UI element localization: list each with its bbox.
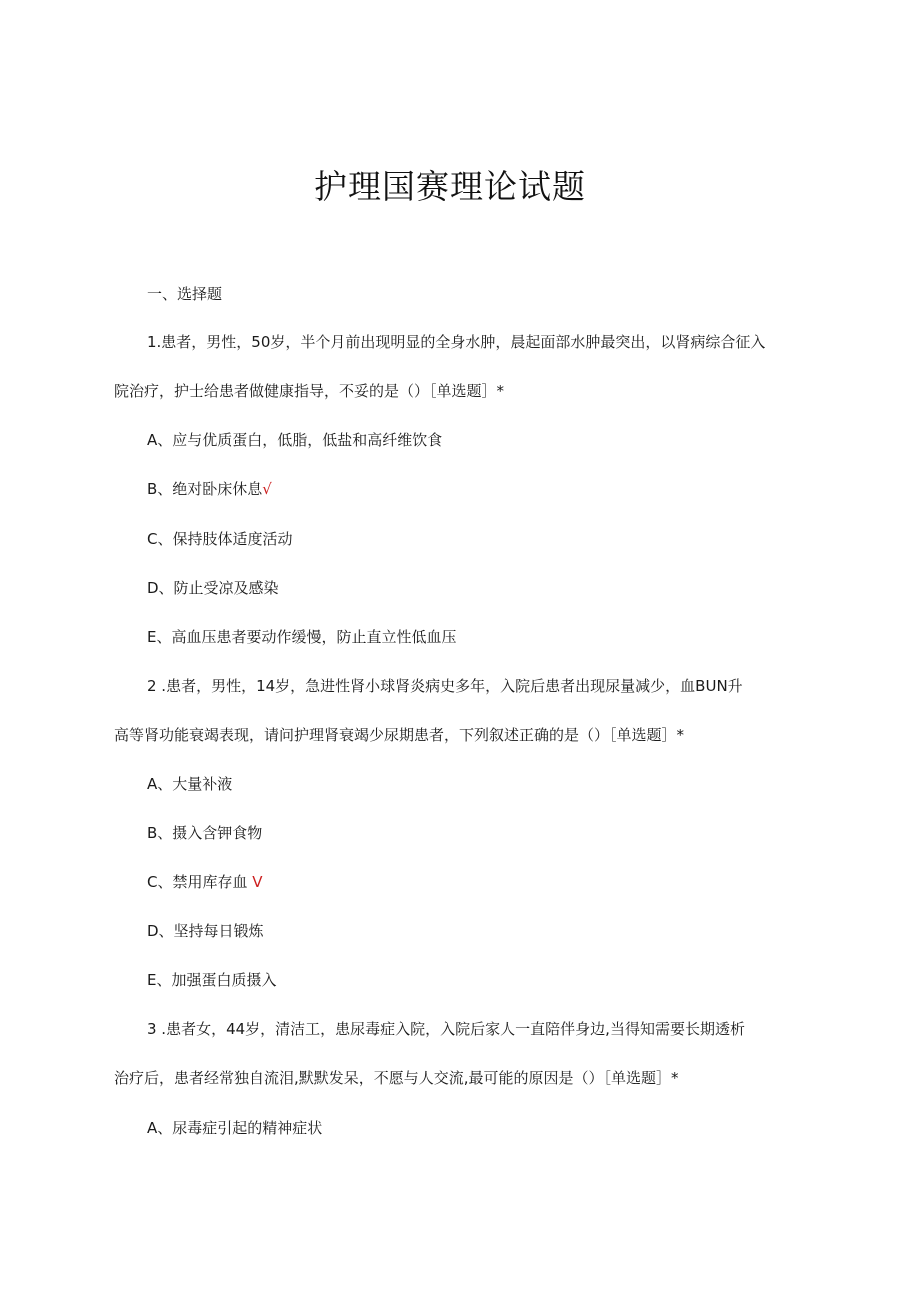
answer-check-mark: V — [252, 873, 263, 891]
document-title: 护理国赛理论试题 — [314, 167, 586, 206]
question-2-option-a — [147, 773, 232, 795]
question-2-option-e — [147, 969, 276, 991]
question-1-stem-line-1: 1.患者，男性，50岁，半个月前出现明显的全身水肿，晨起面部水肿最突出，以肾病综合征入 — [147, 333, 766, 351]
question-1-option-d — [147, 577, 279, 599]
option-text: E、高血压患者要动作缓慢，防止直立性低血压 — [147, 628, 457, 646]
question-3-stem-line-1: 3 .患者女，44岁，清洁工，患尿毒症入院，入院后家人一直陪伴身边,当得知需要长期透析 — [147, 1020, 745, 1038]
question-2-option-c — [147, 871, 263, 893]
option-text: B、摄入含钾食物 — [147, 824, 263, 842]
question-1-option-c — [147, 528, 292, 550]
question-1-option-e — [147, 626, 456, 648]
question-3-stem-line-2: 治疗后，患者经常独自流泪,默默发呆，不愿与人交流,最可能的原因是（）［单选题］* — [114, 1069, 679, 1087]
question-1-stem-line-2: 院治疗，护士给患者做健康指导，不妥的是（）［单选题］* — [114, 382, 505, 400]
option-text: B、绝对卧床休息 — [147, 480, 263, 498]
question-2-option-d — [147, 920, 264, 942]
option-text: A、应与优质蛋白，低脂，低盐和高纤维饮食 — [147, 431, 443, 449]
option-text: A、大量补液 — [147, 775, 233, 793]
question-2-stem-line-1: 2 .患者，男性，14岁，急进性肾小球肾炎病史多年，入院后患者出现尿量减少，血BUN升 — [147, 677, 743, 695]
option-text: A、尿毒症引起的精神症状 — [147, 1119, 323, 1137]
question-1-option-b — [147, 478, 272, 500]
question-3-option-a — [147, 1117, 322, 1139]
question-2-option-b — [147, 822, 262, 844]
option-text: C、禁用库存血 — [147, 873, 248, 891]
option-text: E、加强蛋白质摄入 — [147, 971, 277, 989]
answer-check-mark: √ — [262, 480, 272, 498]
question-2-stem-line-2: 高等肾功能衰竭表现，请问护理肾衰竭少尿期患者，下列叙述正确的是（）［单选题］* — [114, 726, 685, 744]
option-text: D、防止受凉及感染 — [147, 579, 279, 597]
question-1-option-a — [147, 429, 442, 451]
section-heading: 一、选择题 — [147, 285, 223, 303]
option-text: D、坚持每日锻炼 — [147, 922, 264, 940]
option-text: C、保持肢体适度活动 — [147, 530, 293, 548]
